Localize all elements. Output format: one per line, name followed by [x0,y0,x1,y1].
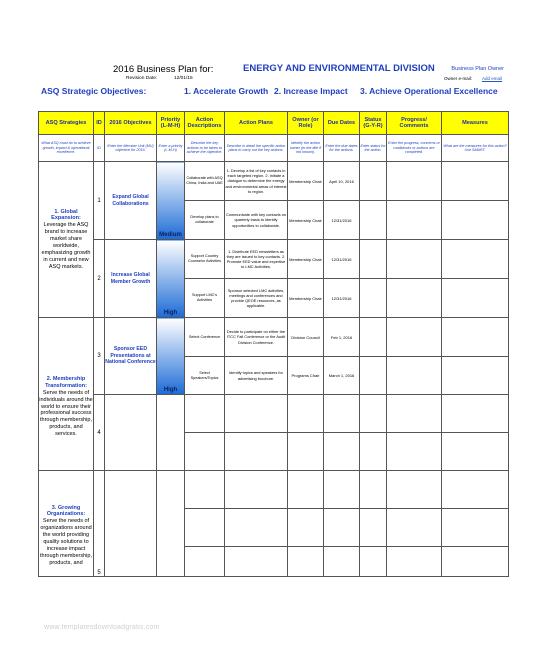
table-row [39,318,509,357]
plan-cell[interactable]: 1. Distribute EED newsletters as they are issued to key contacts. 2. Promote EED value and expertise to LMC Activities. [225,240,288,279]
objective-3: 3. Achieve Operational Excellence [360,86,498,96]
row-id: 1 [94,162,105,240]
due-cell[interactable]: March 1, 2016 [324,357,360,395]
priority-cell[interactable] [157,318,185,395]
priority-cell[interactable] [157,471,185,577]
col-description: Enter the progress, concerns or roadblocks or actions are completed. [387,135,442,162]
status-cell[interactable] [360,162,387,201]
plan-cell[interactable]: Identify topics and speakers for advertising brochure. [225,357,288,395]
col-header: Status (G-Y-R) [360,112,387,135]
col-header: Due Dates [324,112,360,135]
col-header: Measures [442,112,509,135]
progress-cell[interactable] [387,162,442,201]
plan-cell[interactable] [225,433,288,471]
col-description: Enter the Member Unit (MU) objective for 2016. [105,135,157,162]
objective-2: 2. Increase Impact [274,86,348,96]
watermark: www.templatesdownloadgratis.com [44,624,160,631]
plan-title: 2016 Business Plan for: [113,64,214,75]
progress-cell[interactable] [387,279,442,318]
objective-cell[interactable]: Sponsor EED Presentations at National Conference [105,318,157,395]
action-cell[interactable]: Select Conference [185,318,225,357]
owner-email-link[interactable]: Add email [481,76,502,81]
plan-cell[interactable]: Communicate with key contacts on quarterly basis to identify opportunities to collaborate. [225,201,288,240]
due-cell[interactable]: Feb 1, 2016 [324,318,360,357]
status-cell[interactable] [360,395,387,433]
strategy-title: 1. Global Expansion: [51,208,81,222]
action-cell[interactable] [185,547,225,577]
strategy-body: Serve the needs of individuals around the world to ensure their professional success through membership, products, and services. [39,389,93,438]
due-cell[interactable]: 12/31/2016 [324,201,360,240]
objective-cell[interactable] [105,471,157,577]
due-cell[interactable]: 12/31/2016 [324,240,360,279]
table-row [39,240,509,279]
plan-cell[interactable] [225,509,288,547]
progress-cell[interactable] [387,395,442,433]
col-description: What are the measures for this action? Use SMART. [442,135,509,162]
status-cell[interactable] [360,201,387,240]
priority-cell[interactable] [157,240,185,318]
progress-cell[interactable] [387,547,442,577]
owner-cell[interactable]: Membership Chair [288,240,324,279]
measures-cell[interactable] [442,318,509,357]
due-cell[interactable]: 12/31/2016 [324,279,360,318]
plan-cell[interactable] [225,471,288,509]
status-cell[interactable] [360,433,387,471]
action-cell[interactable]: Collaborate with ASQ China, India and UAE [185,162,225,201]
measures-cell[interactable] [442,509,509,547]
progress-cell[interactable] [387,357,442,395]
priority-cell[interactable] [157,162,185,240]
measures-cell[interactable] [442,201,509,240]
strategy-title: 3. Growing Organizations: [46,504,86,518]
strategy-body: Serve the needs of organizations around the world providing quality solutions to increase impact through membership, products, and [40,518,92,566]
col-header: Action Descriptions [185,112,225,135]
objective-cell[interactable] [105,395,157,471]
strategy-cell [39,471,94,577]
action-cell[interactable]: Develop plans to collaborate [185,201,225,240]
action-cell[interactable] [185,509,225,547]
description-row [39,135,509,162]
owner-cell[interactable] [288,471,324,509]
strategy-body: Leverage the ASQ brand to increase market share worldwide, emphasizing growth in current and new ASQ markets. [41,222,91,270]
col-description: ID [94,135,105,162]
priority-cell[interactable] [157,395,185,471]
owner-cell[interactable] [288,433,324,471]
plan-cell[interactable]: Sponsor selected LMC activities, meetings and conferences and provide QEOE resources, as applicable. [225,279,288,318]
table-row [39,395,509,433]
col-description: Enter status for the action. [360,135,387,162]
plan-cell[interactable]: Decide to participate on either the ITCC Fall Conference or the Audit Division Conference. [225,318,288,357]
status-cell[interactable] [360,509,387,547]
objective-1: 1. Accelerate Growth [184,86,269,96]
progress-cell[interactable] [387,201,442,240]
col-description: Identify the action owner (to the title if not known). [288,135,324,162]
col-description: Describe the key actions to be taken to achieve the objective. [185,135,225,162]
division-name: ENERGY AND ENVIRONMENTAL DIVISION [243,63,435,74]
owner-cell[interactable]: Programs Chair [288,357,324,395]
due-cell[interactable]: April 10, 2016 [324,162,360,201]
action-cell[interactable]: Support Country Counselor Activities [185,240,225,279]
due-cell[interactable] [324,471,360,509]
plan-cell[interactable]: 1. Develop a list of key contacts in each targeted region. 2. Initiate a dialogue to determine the energy and environmental areas of interest to region. [225,162,288,201]
action-cell[interactable] [185,433,225,471]
action-cell[interactable] [185,471,225,509]
col-header: Priority (L-M-H) [157,112,185,135]
row-id: 4 [94,395,105,471]
row-id: 5 [94,471,105,577]
col-header: Progress/ Comments [387,112,442,135]
progress-cell[interactable] [387,318,442,357]
measures-cell[interactable] [442,471,509,509]
col-header: Action Plans [225,112,288,135]
measures-cell[interactable] [442,395,509,433]
due-cell[interactable] [324,547,360,577]
measures-cell[interactable] [442,433,509,471]
due-cell[interactable] [324,395,360,433]
action-cell[interactable]: Support LMC's Activities [185,279,225,318]
status-cell[interactable] [360,547,387,577]
action-cell[interactable] [185,395,225,433]
business-plan-page [38,60,508,660]
owner-cell[interactable] [288,547,324,577]
col-description: Enter the due dates for the actions. [324,135,360,162]
owner-cell[interactable]: Division Council [288,318,324,357]
col-description: Enter a priority (L-M-H) [157,135,185,162]
due-cell[interactable] [324,509,360,547]
revision-label: Revision Date: [126,76,158,81]
plan-cell[interactable] [225,395,288,433]
revision-date: 12/01/15 [174,76,193,81]
strategy-cell [39,318,94,471]
due-cell[interactable] [324,433,360,471]
strategy-cell [39,162,94,318]
col-header: Owner (or Role) [288,112,324,135]
table-row [39,471,509,509]
col-description: What ASQ must do to achieve growth, impact & operational excellence. [39,135,94,162]
owner-cell[interactable]: Membership Chair [288,201,324,240]
measures-cell[interactable] [442,162,509,201]
objective-cell[interactable]: Expand Global Collaborations [105,162,157,240]
table-row [39,162,509,201]
status-cell[interactable] [360,279,387,318]
progress-cell[interactable] [387,509,442,547]
col-description: Describe in detail the specific action plans to carry out the key actions. [225,135,288,162]
row-id: 3 [94,318,105,395]
status-cell[interactable] [360,357,387,395]
owner-cell[interactable] [288,395,324,433]
col-header: ASQ Strategies [39,112,94,135]
priority-value: Medium [159,232,182,238]
measures-cell[interactable] [442,357,509,395]
status-cell[interactable] [360,318,387,357]
measures-cell[interactable] [442,279,509,318]
measures-cell[interactable] [442,547,509,577]
objective-cell[interactable]: Increase Global Member Growth [105,240,157,318]
owner-label: Business Plan Owner [451,66,504,72]
row-id: 2 [94,240,105,318]
priority-value: High [163,387,178,393]
action-cell[interactable]: Select Speakers/Topics [185,357,225,395]
plan-cell[interactable] [225,547,288,577]
owner-cell[interactable]: Membership Chair [288,162,324,201]
progress-cell[interactable] [387,240,442,279]
col-header: 2016 Objectives [105,112,157,135]
progress-cell[interactable] [387,433,442,471]
col-header: ID [94,112,105,135]
business-plan-table [38,111,509,577]
measures-cell[interactable] [442,240,509,279]
status-cell[interactable] [360,471,387,509]
status-cell[interactable] [360,240,387,279]
strategy-title: 2. Membership Transformation: [45,376,87,389]
header-row [39,112,509,135]
owner-cell[interactable]: Membership Chair [288,279,324,318]
owner-cell[interactable] [288,509,324,547]
objectives-label: ASQ Strategic Objectives: [41,86,147,96]
priority-value: High [163,310,178,316]
progress-cell[interactable] [387,471,442,509]
owner-email-label: Owner e-mail: [443,76,472,81]
